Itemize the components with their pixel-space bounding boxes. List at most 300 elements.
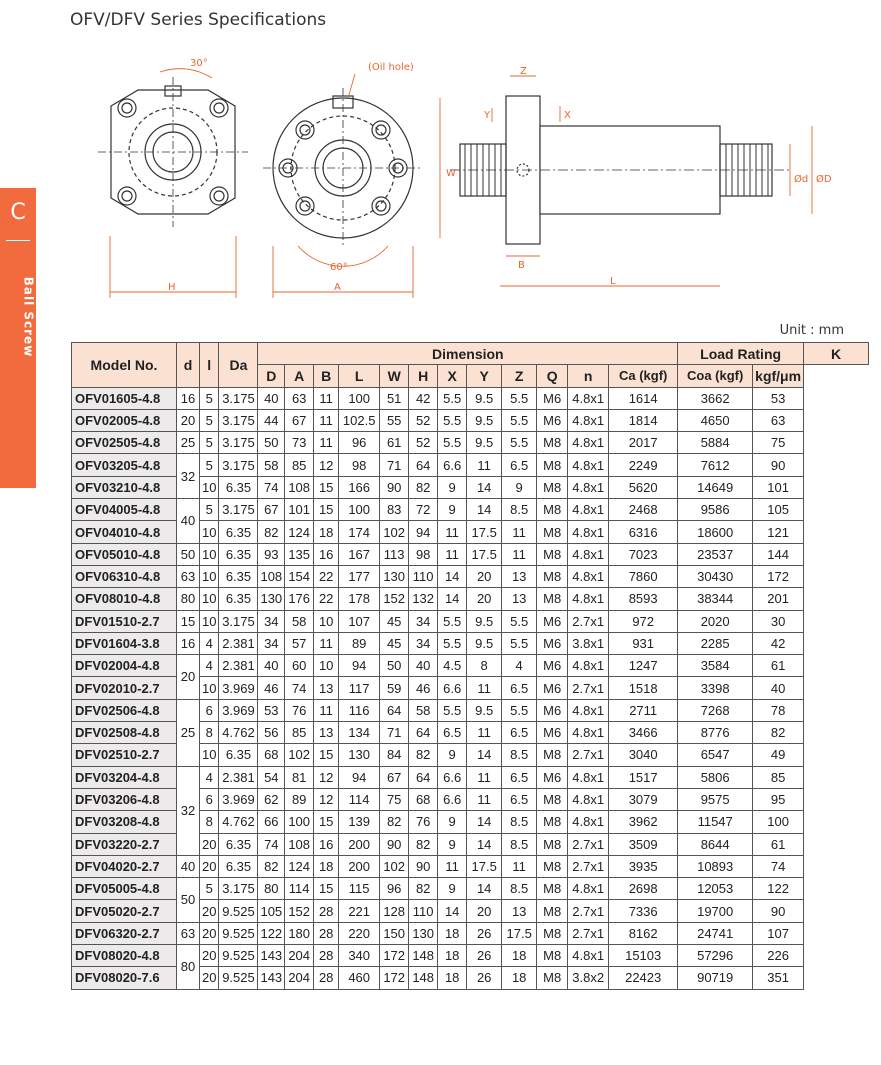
cell-k: 74	[753, 855, 804, 877]
cell-l: 10	[200, 565, 219, 587]
cell-z: 13	[502, 588, 537, 610]
cell-ca: 3040	[609, 744, 678, 766]
cell-z: 18	[502, 945, 537, 967]
label-h: H	[168, 282, 176, 293]
cell-d: 67	[258, 499, 285, 521]
cell-x: 4.5	[438, 655, 467, 677]
cell-x: 5.5	[438, 699, 467, 721]
cell-n: 2.7x1	[568, 922, 609, 944]
cell-x: 9	[438, 476, 467, 498]
cell-l: 100	[339, 499, 380, 521]
cell-ca: 7860	[609, 565, 678, 587]
cell-h: 64	[409, 722, 438, 744]
cell-d: 80	[258, 878, 285, 900]
cell-l: 114	[339, 788, 380, 810]
cell-b: 11	[314, 699, 339, 721]
cell-h: 148	[409, 945, 438, 967]
cell-coa: 18600	[678, 521, 753, 543]
cell-a: 154	[285, 565, 314, 587]
cell-model: OFV05010-4.8	[72, 543, 177, 565]
specifications-table	[71, 342, 869, 990]
cell-a: 73	[285, 432, 314, 454]
cell-da: 9.525	[219, 967, 258, 989]
cell-model: OFV08010-4.8	[72, 588, 177, 610]
cell-l: 139	[339, 811, 380, 833]
cell-q: M8	[537, 476, 568, 498]
cell-da: 6.35	[219, 855, 258, 877]
cell-l: 10	[200, 588, 219, 610]
cell-w: 75	[380, 788, 409, 810]
cell-d: 50	[177, 878, 200, 923]
cell-b: 28	[314, 945, 339, 967]
cell-z: 13	[502, 900, 537, 922]
cell-k: 49	[753, 744, 804, 766]
cell-a: 74	[285, 677, 314, 699]
cell-y: 20	[467, 900, 502, 922]
cell-q: M6	[537, 610, 568, 632]
cell-y: 9.5	[467, 387, 502, 409]
cell-da: 2.381	[219, 632, 258, 654]
cell-l: 174	[339, 521, 380, 543]
table-row	[72, 945, 869, 967]
table-row	[72, 454, 869, 476]
cell-y: 26	[467, 967, 502, 989]
cell-d: 32	[177, 766, 200, 855]
cell-d: 80	[177, 945, 200, 990]
cell-a: 114	[285, 878, 314, 900]
cell-l: 10	[200, 521, 219, 543]
cell-l: 20	[200, 967, 219, 989]
cell-d: 82	[258, 521, 285, 543]
col-load-rating: Load Rating	[678, 343, 804, 365]
technical-drawing	[90, 46, 850, 298]
cell-da: 3.175	[219, 610, 258, 632]
cell-coa: 5884	[678, 432, 753, 454]
cell-w: 152	[380, 588, 409, 610]
cell-y: 11	[467, 722, 502, 744]
cell-a: 60	[285, 655, 314, 677]
cell-y: 11	[467, 766, 502, 788]
cell-h: 132	[409, 588, 438, 610]
cell-model: DFV01604-3.8	[72, 632, 177, 654]
cell-l: 6	[200, 699, 219, 721]
cell-da: 3.175	[219, 387, 258, 409]
cell-l: 340	[339, 945, 380, 967]
cell-n: 2.7x1	[568, 610, 609, 632]
cell-k: 30	[753, 610, 804, 632]
cell-model: DFV05005-4.8	[72, 878, 177, 900]
cell-d: 80	[177, 588, 200, 610]
cell-model: DFV03220-2.7	[72, 833, 177, 855]
cell-z: 9	[502, 476, 537, 498]
cell-a: 63	[285, 387, 314, 409]
cell-model: OFV03205-4.8	[72, 454, 177, 476]
cell-d: 46	[258, 677, 285, 699]
cell-n: 3.8x1	[568, 632, 609, 654]
cell-w: 128	[380, 900, 409, 922]
cell-ca: 2249	[609, 454, 678, 476]
cell-d: 58	[258, 454, 285, 476]
cell-b: 15	[314, 811, 339, 833]
cell-h: 82	[409, 878, 438, 900]
cell-l: 221	[339, 900, 380, 922]
cell-y: 26	[467, 945, 502, 967]
cell-w: 71	[380, 454, 409, 476]
cell-w: 172	[380, 945, 409, 967]
cell-coa: 14649	[678, 476, 753, 498]
cell-d: 44	[258, 409, 285, 431]
cell-z: 6.5	[502, 766, 537, 788]
cell-q: M8	[537, 945, 568, 967]
cell-d: 74	[258, 833, 285, 855]
col-dim-a: A	[285, 365, 314, 387]
cell-k: 101	[753, 476, 804, 498]
cell-model: DFV04020-2.7	[72, 855, 177, 877]
cell-da: 6.35	[219, 565, 258, 587]
cell-h: 42	[409, 387, 438, 409]
cell-model: DFV01510-2.7	[72, 610, 177, 632]
cell-da: 3.175	[219, 409, 258, 431]
cell-l: 20	[200, 833, 219, 855]
cell-model: DFV02506-4.8	[72, 699, 177, 721]
cell-x: 5.5	[438, 432, 467, 454]
cell-ca: 3466	[609, 722, 678, 744]
cell-h: 98	[409, 543, 438, 565]
side-view	[450, 96, 790, 244]
cell-da: 4.762	[219, 722, 258, 744]
cell-a: 101	[285, 499, 314, 521]
table-row	[72, 766, 869, 788]
cell-y: 20	[467, 588, 502, 610]
cell-l: 5	[200, 878, 219, 900]
cell-x: 11	[438, 543, 467, 565]
cell-h: 82	[409, 744, 438, 766]
cell-coa: 4650	[678, 409, 753, 431]
col-k: K	[804, 343, 869, 365]
label-b: B	[518, 260, 525, 271]
cell-w: 61	[380, 432, 409, 454]
cell-n: 2.7x1	[568, 900, 609, 922]
cell-n: 4.8x1	[568, 788, 609, 810]
cell-z: 11	[502, 543, 537, 565]
cell-da: 3.175	[219, 432, 258, 454]
cell-w: 45	[380, 610, 409, 632]
cell-model: OFV04005-4.8	[72, 499, 177, 521]
cell-b: 16	[314, 833, 339, 855]
cell-ca: 931	[609, 632, 678, 654]
cell-l: 5	[200, 432, 219, 454]
cell-d: 50	[258, 432, 285, 454]
cell-a: 67	[285, 409, 314, 431]
cell-da: 3.969	[219, 788, 258, 810]
cell-h: 64	[409, 454, 438, 476]
cell-da: 6.35	[219, 744, 258, 766]
cell-d: 82	[258, 855, 285, 877]
cell-l: 10	[200, 543, 219, 565]
cell-d: 50	[177, 543, 200, 565]
cell-k: 121	[753, 521, 804, 543]
table-row	[72, 409, 869, 431]
cell-coa: 8776	[678, 722, 753, 744]
cell-n: 4.8x1	[568, 699, 609, 721]
cell-b: 18	[314, 521, 339, 543]
cell-coa: 38344	[678, 588, 753, 610]
cell-b: 11	[314, 409, 339, 431]
label-x: X	[564, 110, 571, 121]
cell-l: 94	[339, 766, 380, 788]
cell-z: 5.5	[502, 387, 537, 409]
cell-z: 8.5	[502, 878, 537, 900]
cell-da: 3.969	[219, 677, 258, 699]
cell-coa: 2020	[678, 610, 753, 632]
cell-coa: 2285	[678, 632, 753, 654]
table-row	[72, 855, 869, 877]
cell-k: 351	[753, 967, 804, 989]
cell-w: 71	[380, 722, 409, 744]
cell-w: 102	[380, 521, 409, 543]
cell-n: 3.8x2	[568, 967, 609, 989]
cell-b: 22	[314, 588, 339, 610]
cell-coa: 3584	[678, 655, 753, 677]
cell-ca: 8162	[609, 922, 678, 944]
cell-x: 6.6	[438, 788, 467, 810]
cell-n: 2.7x1	[568, 677, 609, 699]
cell-ca: 972	[609, 610, 678, 632]
cell-d: 25	[177, 699, 200, 766]
cell-d: 25	[177, 432, 200, 454]
cell-x: 9	[438, 811, 467, 833]
col-dim-w: W	[380, 365, 409, 387]
cell-d: 143	[258, 967, 285, 989]
cell-coa: 7612	[678, 454, 753, 476]
table-row	[72, 655, 869, 677]
cell-h: 34	[409, 610, 438, 632]
col-k-unit: kgf/μm	[753, 365, 804, 387]
cell-q: M8	[537, 900, 568, 922]
cell-d: 122	[258, 922, 285, 944]
cell-n: 4.8x1	[568, 387, 609, 409]
cell-model: OFV04010-4.8	[72, 521, 177, 543]
table-row	[72, 610, 869, 632]
cell-z: 5.5	[502, 610, 537, 632]
cell-coa: 24741	[678, 922, 753, 944]
cell-coa: 12053	[678, 878, 753, 900]
cell-w: 45	[380, 632, 409, 654]
cell-b: 28	[314, 922, 339, 944]
cell-n: 4.8x1	[568, 722, 609, 744]
cell-n: 4.8x1	[568, 878, 609, 900]
cell-d: 130	[258, 588, 285, 610]
cell-n: 4.8x1	[568, 476, 609, 498]
cell-l: 20	[200, 855, 219, 877]
cell-n: 4.8x1	[568, 945, 609, 967]
cell-coa: 57296	[678, 945, 753, 967]
cell-model: OFV02005-4.8	[72, 409, 177, 431]
cell-da: 9.525	[219, 900, 258, 922]
table-row	[72, 543, 869, 565]
cell-x: 5.5	[438, 632, 467, 654]
cell-d: 62	[258, 788, 285, 810]
cell-h: 82	[409, 476, 438, 498]
label-30-deg: 30°	[190, 58, 208, 69]
col-dim-l: L	[339, 365, 380, 387]
cell-model: DFV02508-4.8	[72, 722, 177, 744]
cell-b: 15	[314, 499, 339, 521]
cell-n: 4.8x1	[568, 588, 609, 610]
cell-x: 11	[438, 855, 467, 877]
cell-y: 11	[467, 788, 502, 810]
cell-k: 75	[753, 432, 804, 454]
cell-ca: 15103	[609, 945, 678, 967]
cell-a: 176	[285, 588, 314, 610]
cell-d: 15	[177, 610, 200, 632]
cell-b: 11	[314, 432, 339, 454]
cell-l: 460	[339, 967, 380, 989]
cell-l: 115	[339, 878, 380, 900]
cell-model: DFV05020-2.7	[72, 900, 177, 922]
cell-z: 5.5	[502, 699, 537, 721]
cell-model: OFV06310-4.8	[72, 565, 177, 587]
cell-ca: 5620	[609, 476, 678, 498]
cell-d: 20	[177, 409, 200, 431]
cell-w: 82	[380, 811, 409, 833]
col-dim-h: H	[409, 365, 438, 387]
cell-q: M8	[537, 878, 568, 900]
cell-ca: 2468	[609, 499, 678, 521]
cell-n: 4.8x1	[568, 521, 609, 543]
cell-b: 16	[314, 543, 339, 565]
cell-l: 200	[339, 833, 380, 855]
label-dd: Ød	[794, 174, 809, 185]
cell-a: 204	[285, 945, 314, 967]
cell-q: M8	[537, 432, 568, 454]
cell-model: DFV03204-4.8	[72, 766, 177, 788]
table-row	[72, 432, 869, 454]
cell-b: 13	[314, 722, 339, 744]
cell-x: 9	[438, 499, 467, 521]
cell-a: 102	[285, 744, 314, 766]
cell-a: 81	[285, 766, 314, 788]
table-body	[72, 387, 869, 989]
cell-coa: 8644	[678, 833, 753, 855]
cell-w: 83	[380, 499, 409, 521]
cell-z: 5.5	[502, 632, 537, 654]
cell-d: 63	[177, 922, 200, 944]
cell-h: 72	[409, 499, 438, 521]
cell-da: 3.175	[219, 454, 258, 476]
cell-h: 34	[409, 632, 438, 654]
cell-w: 90	[380, 833, 409, 855]
cell-ca: 2698	[609, 878, 678, 900]
cell-coa: 7268	[678, 699, 753, 721]
cell-h: 52	[409, 432, 438, 454]
cell-z: 6.5	[502, 722, 537, 744]
cell-x: 18	[438, 922, 467, 944]
cell-x: 5.5	[438, 610, 467, 632]
cell-da: 6.35	[219, 521, 258, 543]
cell-l: 5	[200, 499, 219, 521]
cell-ca: 2017	[609, 432, 678, 454]
cell-x: 18	[438, 945, 467, 967]
cell-w: 67	[380, 766, 409, 788]
cell-q: M6	[537, 387, 568, 409]
cell-l: 220	[339, 922, 380, 944]
cell-d: 108	[258, 565, 285, 587]
cell-n: 4.8x1	[568, 543, 609, 565]
cell-b: 10	[314, 610, 339, 632]
cell-l: 89	[339, 632, 380, 654]
cell-y: 9.5	[467, 409, 502, 431]
label-w: W	[446, 168, 456, 179]
cell-x: 6.6	[438, 766, 467, 788]
cell-z: 6.5	[502, 454, 537, 476]
cell-k: 78	[753, 699, 804, 721]
cell-h: 46	[409, 677, 438, 699]
cell-l: 117	[339, 677, 380, 699]
cell-q: M8	[537, 833, 568, 855]
cell-z: 8.5	[502, 499, 537, 521]
col-model: Model No.	[72, 343, 177, 388]
cell-l: 177	[339, 565, 380, 587]
cell-coa: 6547	[678, 744, 753, 766]
cell-coa: 9586	[678, 499, 753, 521]
cell-y: 14	[467, 811, 502, 833]
cell-a: 89	[285, 788, 314, 810]
cell-q: M6	[537, 699, 568, 721]
cell-k: 122	[753, 878, 804, 900]
cell-k: 90	[753, 900, 804, 922]
cell-l: 20	[200, 945, 219, 967]
cell-w: 51	[380, 387, 409, 409]
col-coa: Coa (kgf)	[678, 365, 753, 387]
cell-w: 64	[380, 699, 409, 721]
cell-l: 102.5	[339, 409, 380, 431]
cell-coa: 10893	[678, 855, 753, 877]
cell-l: 5	[200, 387, 219, 409]
cell-y: 17.5	[467, 855, 502, 877]
cell-da: 6.35	[219, 476, 258, 498]
cell-h: 110	[409, 900, 438, 922]
cell-l: 98	[339, 454, 380, 476]
cell-q: M6	[537, 722, 568, 744]
cell-x: 14	[438, 900, 467, 922]
cell-d: 16	[177, 387, 200, 409]
cell-l: 6	[200, 788, 219, 810]
cell-model: OFV03210-4.8	[72, 476, 177, 498]
cell-z: 6.5	[502, 788, 537, 810]
cell-n: 4.8x1	[568, 766, 609, 788]
cell-ca: 7336	[609, 900, 678, 922]
cell-z: 8.5	[502, 811, 537, 833]
col-dim-z: Z	[502, 365, 537, 387]
cell-w: 172	[380, 967, 409, 989]
cell-l: 5	[200, 409, 219, 431]
cell-n: 4.8x1	[568, 454, 609, 476]
cell-a: 135	[285, 543, 314, 565]
cell-model: DFV06320-2.7	[72, 922, 177, 944]
cell-da: 4.762	[219, 811, 258, 833]
cell-d: 40	[177, 499, 200, 544]
cell-d: 66	[258, 811, 285, 833]
cell-ca: 8593	[609, 588, 678, 610]
cell-k: 85	[753, 766, 804, 788]
cell-n: 4.8x1	[568, 655, 609, 677]
cell-l: 5	[200, 454, 219, 476]
cell-z: 11	[502, 855, 537, 877]
cell-k: 40	[753, 677, 804, 699]
label-l: L	[610, 276, 616, 287]
col-dimension: Dimension	[258, 343, 678, 365]
